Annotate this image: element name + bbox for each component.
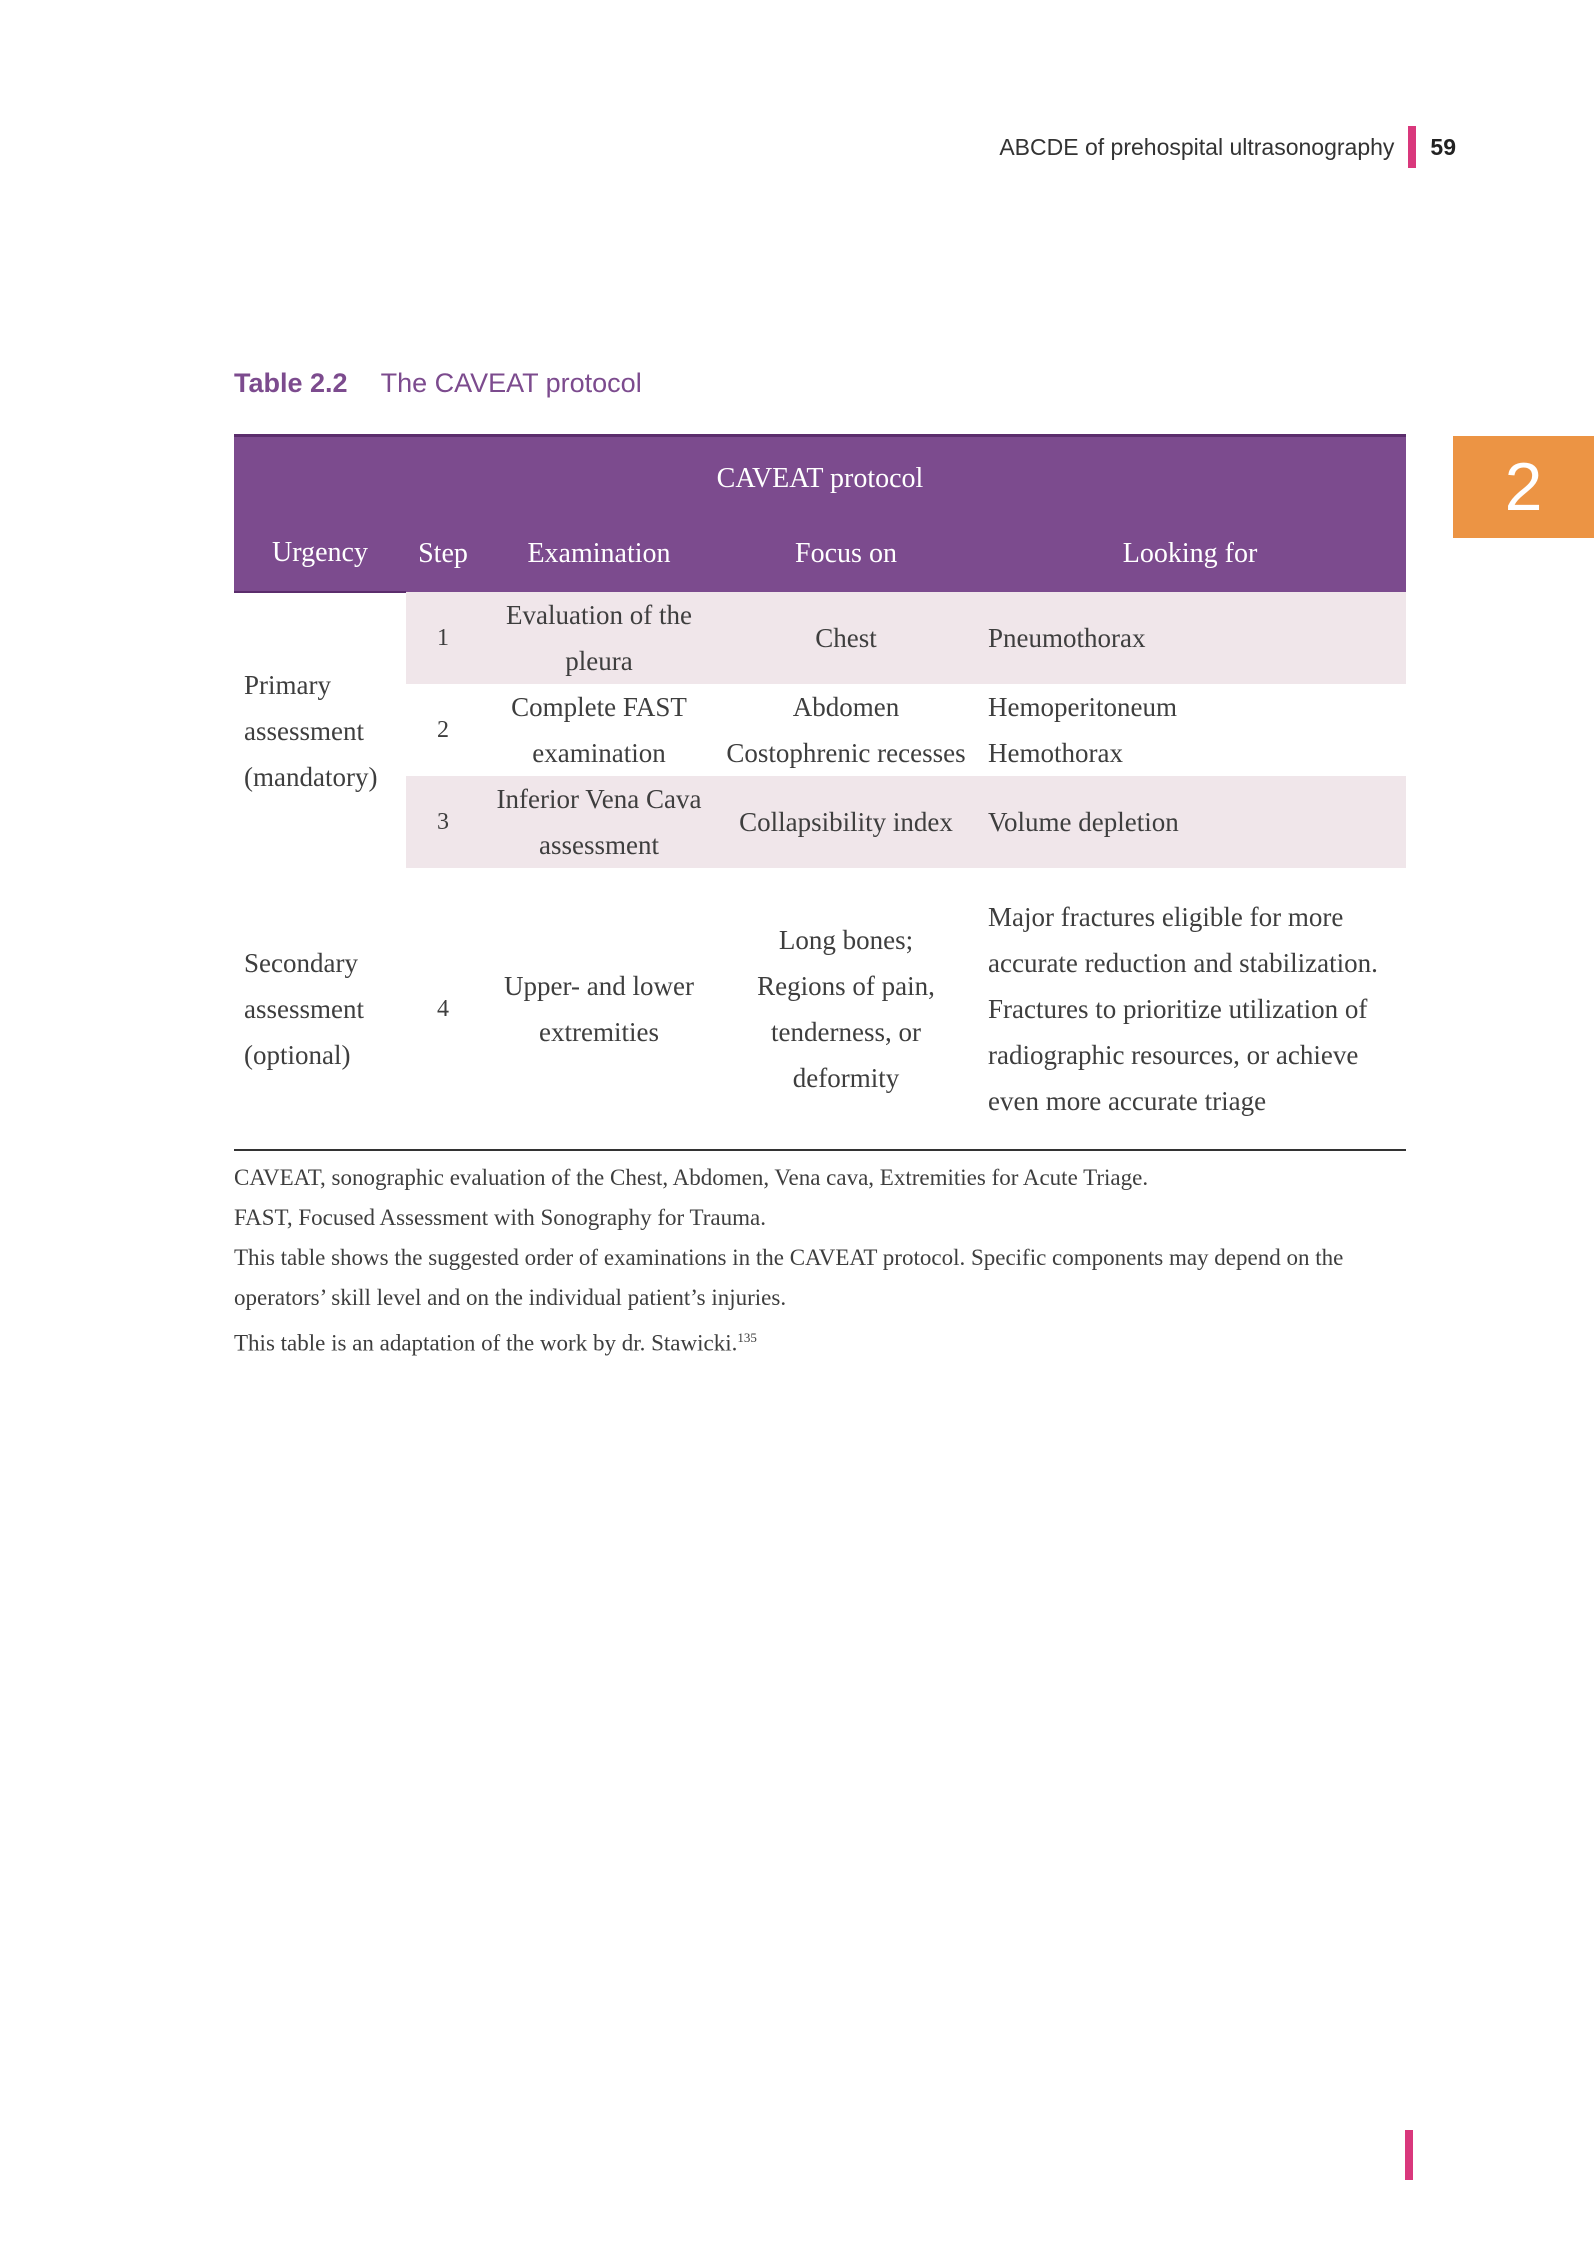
looking-line: Hemothorax xyxy=(988,738,1123,768)
note-abbreviation-fast: FAST, Focused Assessment with Sonography for Trauma. xyxy=(234,1205,766,1230)
col-header-focus: Focus on xyxy=(718,515,974,592)
caption-title: The CAVEAT protocol xyxy=(380,368,642,398)
focus-cell: Collapsibility index xyxy=(718,776,974,868)
looking-cell: Pneumothorax xyxy=(974,592,1406,684)
note-table-description: This table shows the suggested order of examinations in the CAVEAT protocol. Specific components may depend on the operators’ skill level and on the individual patient’s injuries. xyxy=(234,1245,1344,1310)
table-caption xyxy=(234,368,642,399)
focus-line: Abdomen xyxy=(792,692,900,722)
focus-line: Costophrenic recesses xyxy=(726,738,966,768)
focus-cell xyxy=(718,684,974,776)
urgency-secondary: Secondary assessment (optional) xyxy=(234,868,406,1150)
table-row xyxy=(234,868,1406,1150)
step-cell: 2 xyxy=(437,717,449,743)
focus-line: Long bones; xyxy=(778,924,914,955)
focus-line: Regions of pain, tenderness, or deformity xyxy=(757,970,935,1093)
table-title: CAVEAT protocol xyxy=(234,436,1406,516)
exam-cell: Inferior Vena Cava assessment xyxy=(480,776,718,868)
step-cell: 3 xyxy=(406,776,480,868)
table-row xyxy=(234,684,1406,776)
running-title: ABCDE of prehospital ultrasonography xyxy=(999,133,1395,160)
focus-cell: Chest xyxy=(718,592,974,684)
running-header xyxy=(999,126,1456,168)
table-notes xyxy=(234,1158,1406,1364)
looking-cell xyxy=(974,868,1406,1150)
step-cell: 1 xyxy=(406,592,480,684)
caption-number: Table 2.2 xyxy=(234,368,348,398)
looking-cell xyxy=(974,684,1406,776)
col-header-looking-for: Looking for xyxy=(974,515,1406,592)
col-header-step: Step xyxy=(406,515,480,592)
looking-line: Hemoperitoneum xyxy=(988,692,1177,722)
looking-line: Major fractures eligible for more accurate reduction and stabilization. xyxy=(988,901,1378,978)
exam-cell: Upper- and lower extremities xyxy=(480,868,718,1150)
chapter-tab: 2 xyxy=(1453,436,1594,538)
looking-line: Fractures to prioritize utilization of radiographic resources, or achieve even more accurate triage xyxy=(988,993,1368,1116)
adaptation-text: This table is an adaptation of the work by dr. Stawicki. xyxy=(234,1330,738,1356)
table-row xyxy=(234,592,1406,684)
urgency-primary: Primary assessment (mandatory) xyxy=(234,592,406,868)
note-adaptation xyxy=(234,1318,1406,1364)
exam-cell: Complete FAST examination xyxy=(511,692,687,768)
exam-cell: Evaluation of the pleura xyxy=(480,592,718,684)
col-header-examination: Examination xyxy=(480,515,718,592)
header-accent-bar xyxy=(1408,126,1416,168)
table-row xyxy=(234,776,1406,868)
reference-superscript: 135 xyxy=(737,1330,757,1345)
table-title-row xyxy=(234,436,1406,516)
focus-cell xyxy=(718,868,974,1150)
page-number: 59 xyxy=(1430,133,1456,160)
col-header-urgency: Urgency xyxy=(234,515,406,592)
table-column-headers xyxy=(234,515,1406,592)
footer-accent-bar xyxy=(1405,2130,1413,2180)
note-abbreviation-caveat: CAVEAT, sonographic evaluation of the Chest, Abdomen, Vena cava, Extremities for Acute Triage. xyxy=(234,1165,1149,1190)
caveat-protocol-table xyxy=(234,434,1406,1151)
looking-cell: Volume depletion xyxy=(974,776,1406,868)
step-cell: 4 xyxy=(406,868,480,1150)
